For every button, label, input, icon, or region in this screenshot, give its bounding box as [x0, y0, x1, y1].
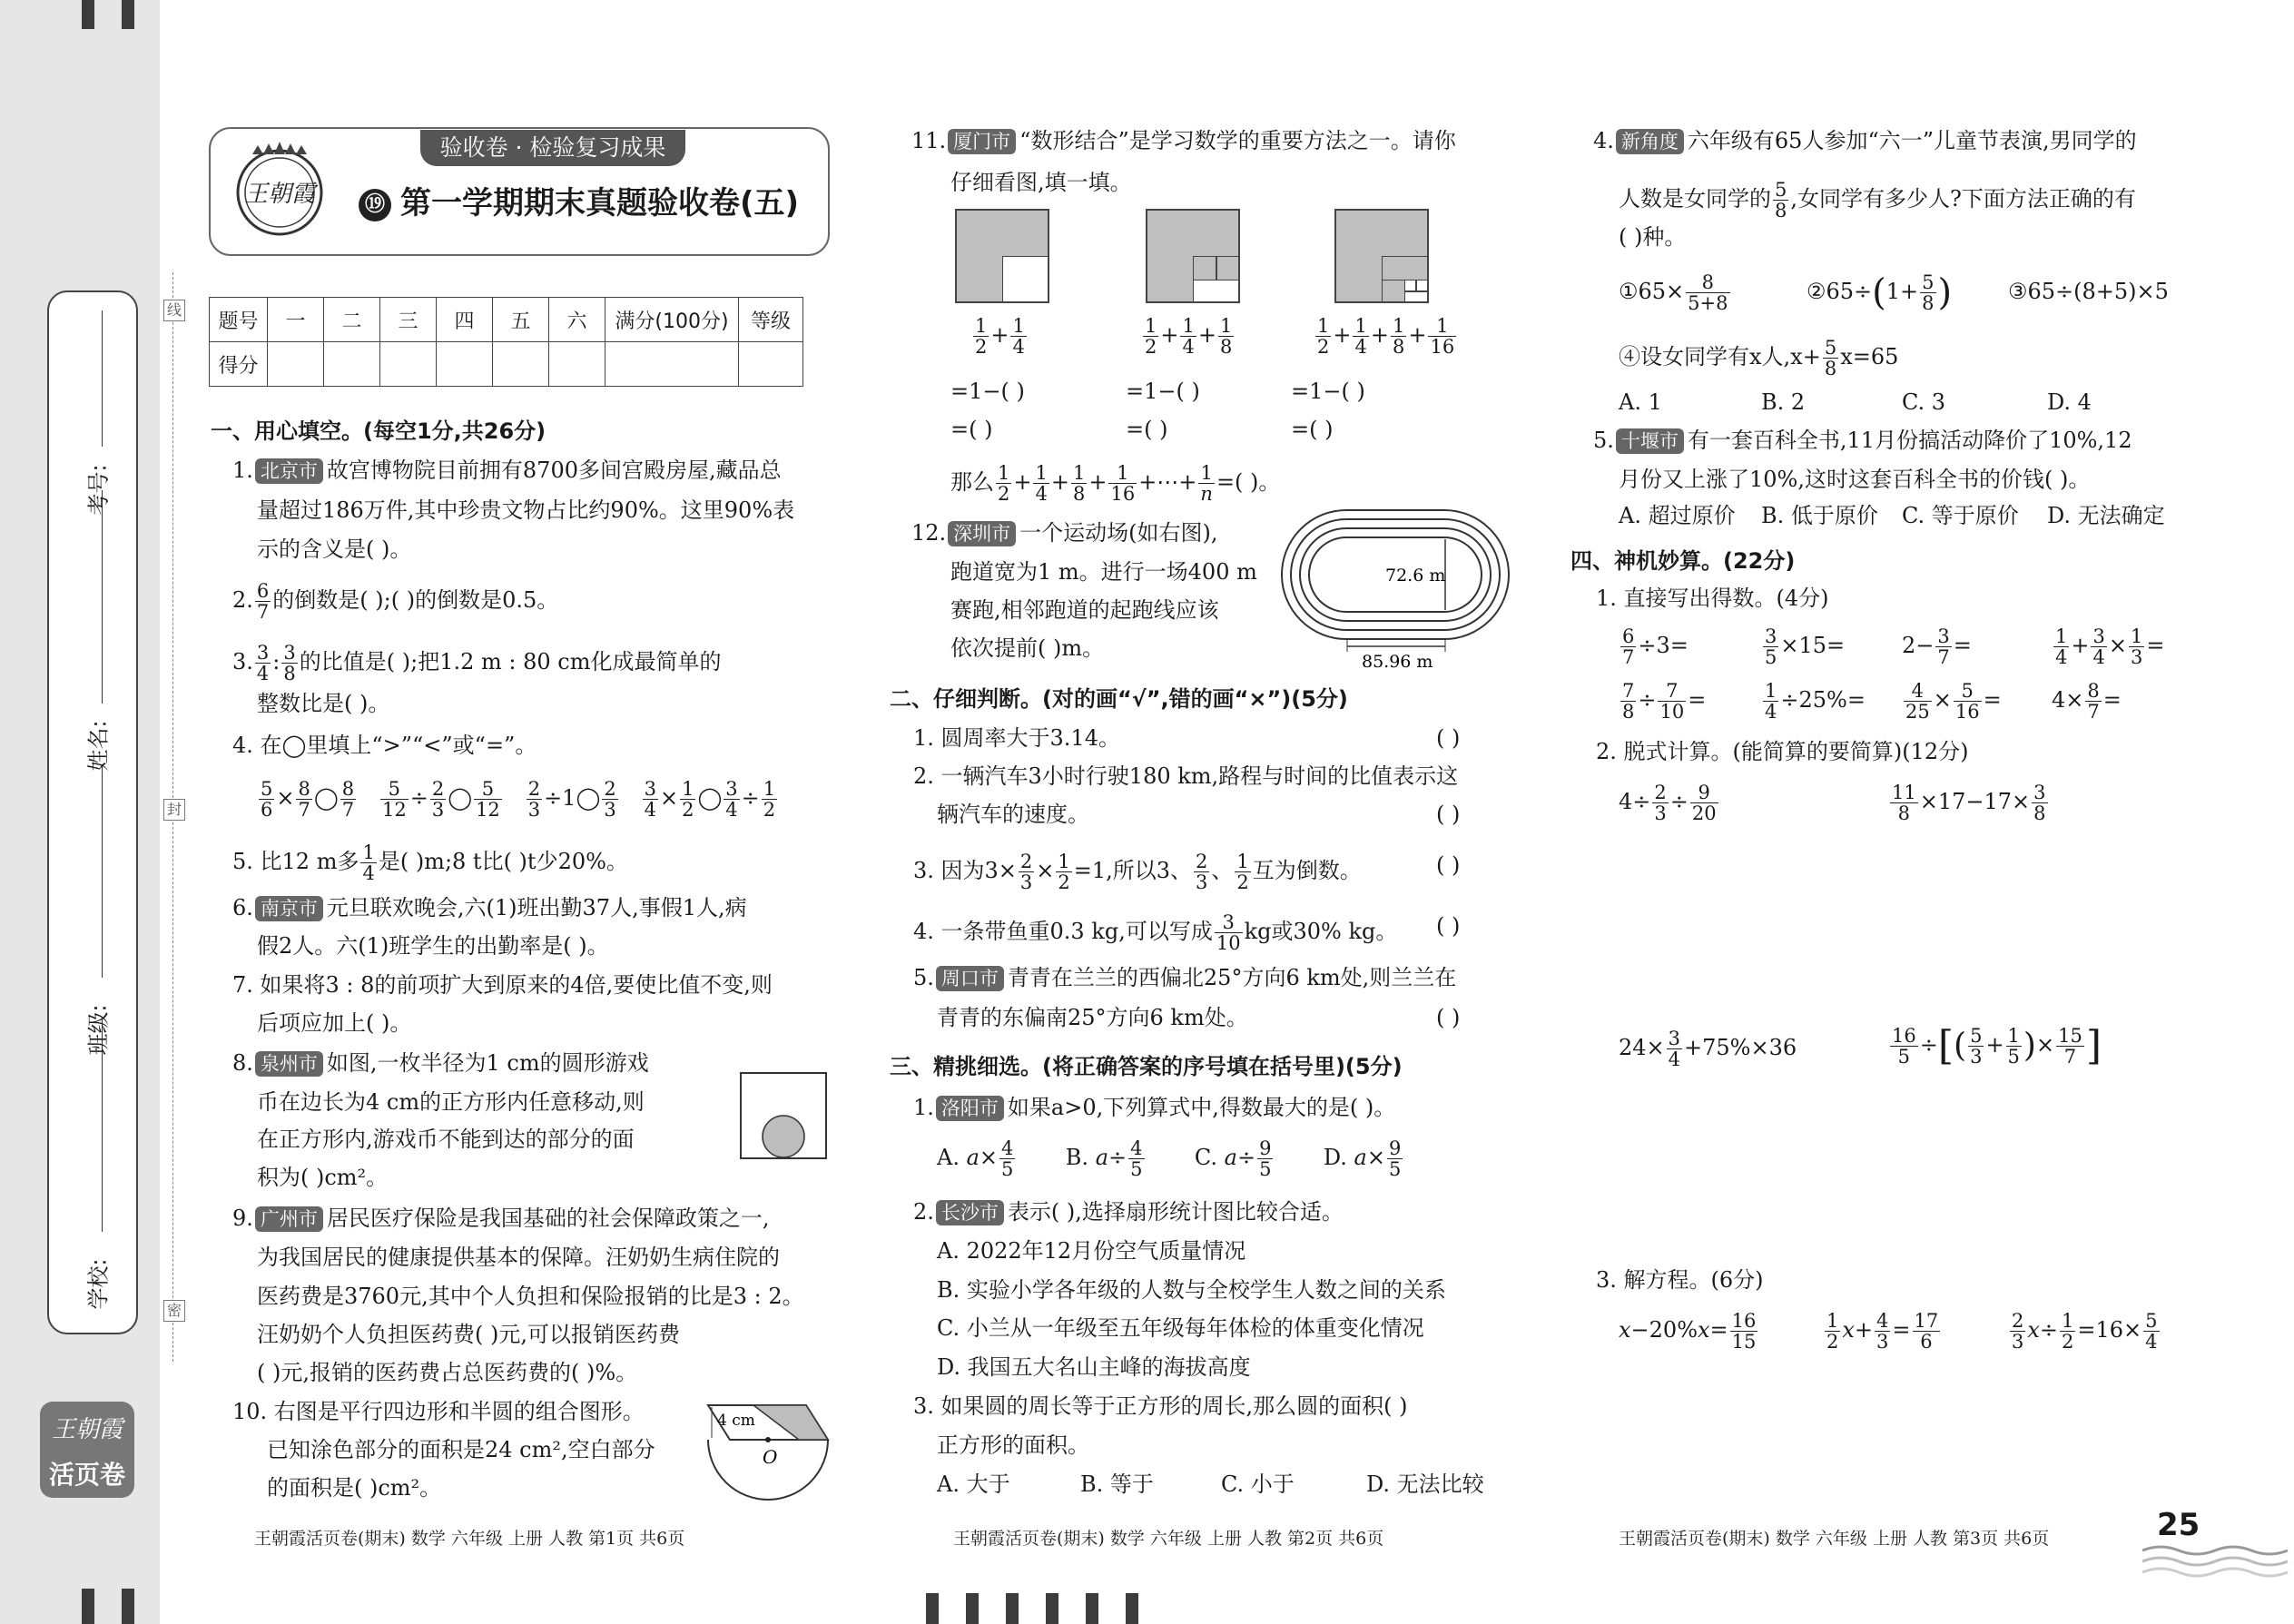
option-d[interactable]: D. a× $\frac{9}{5}$	[1323, 1137, 1402, 1180]
seal-char: 封	[163, 799, 185, 821]
registration-mark	[122, 1589, 134, 1624]
mental-calc: 4× $\frac{8}{7}$ =	[2052, 680, 2122, 723]
option-d[interactable]: D. 无法比较	[1366, 1471, 1484, 1497]
score-header: 四	[437, 298, 493, 342]
q4-comparisons: $\frac{5}{6}$ × $\frac{8}{7}$ ◯ $\frac{8}{7}$ $\frac{5}{12}$ ÷ $\frac{2}{3}$ ◯ $\frac{5}{12}$ $\frac{2}{3}$ ÷1◯ $\frac{2}{3}$ $\frac{3}{4}$ × $\frac{1}{2}$ ◯ $\frac{3}{4}$ ÷ $\frac{1}{2}$	[261, 778, 776, 821]
judge-q4-text: kg或30% kg。	[1244, 919, 1398, 944]
question-1: 1. 北京市 故宫博物院目前拥有8700多间宫殿房屋,藏品总	[232, 458, 782, 483]
compare-circle[interactable]: ◯	[448, 785, 473, 811]
judge-q3-text: =1,所以3、	[1073, 858, 1193, 883]
score-header: 等级	[739, 298, 803, 342]
score-header: 五	[493, 298, 549, 342]
class-field[interactable]	[102, 764, 103, 978]
judge-q2-line: 辆汽车的速度。	[937, 802, 1089, 827]
logo-seal-icon	[225, 138, 334, 238]
option-b[interactable]: B. a÷ $\frac{4}{5}$	[1065, 1137, 1143, 1180]
region-tag: 深圳市	[948, 521, 1016, 546]
q11-square-2	[1146, 209, 1240, 303]
registration-mark	[82, 0, 94, 29]
q12-track-figure	[1278, 507, 1512, 672]
class-label: 班级:	[85, 1004, 112, 1056]
judge-q5-text: 青青在兰兰的西偏北25°方向6 km处,则兰兰在	[1007, 965, 1457, 990]
name-field[interactable]	[102, 490, 103, 704]
q10-line: 的面积是( )cm²。	[267, 1475, 442, 1501]
choice-q1-options	[937, 1138, 1404, 1179]
mental-calc: $\frac{6}{7}$ ÷3=	[1622, 625, 1689, 668]
question-11: 11. 厦门市 “数形结合”是学习数学的重要方法之一。请你	[911, 128, 1456, 153]
q10-center-label: O	[763, 1446, 778, 1468]
section-4-title: 四、神机妙算。(22分)	[1570, 548, 1796, 574]
choice-q4: 4. 新角度 六年级有65人参加“六一”儿童节表演,男同学的	[1593, 128, 2137, 153]
question-10: 10. 右图是平行四边形和半圆的组合图形。	[232, 1399, 645, 1424]
student-info-box	[47, 290, 138, 1334]
option-b[interactable]: B. 低于原价	[1761, 503, 1878, 528]
option-c[interactable]: C. 小于	[1221, 1471, 1295, 1497]
equation: $\frac{1}{2}$ x+ $\frac{4}{3}$ = $\frac{17}{6}$	[1826, 1310, 1939, 1353]
region-tag: 新角度	[1616, 129, 1684, 154]
judge-answer[interactable]: ( )	[1436, 852, 1461, 878]
q7-line: 后项应加上( )。	[257, 1010, 412, 1036]
judge-answer[interactable]: ( )	[1436, 913, 1461, 939]
method-text: x=65	[1840, 344, 1899, 369]
judge-q4-text: 4. 一条带鱼重0.3 kg,可以写成	[913, 919, 1213, 944]
part-3-title: 3. 解方程。(6分)	[1596, 1267, 1764, 1293]
option-b[interactable]: B. 实验小学各年级的人数与全校学生人数之间的关系	[937, 1277, 1446, 1303]
q11-blank[interactable]: =1−( )	[1291, 379, 1365, 404]
brand-sub: 活页卷	[48, 1460, 125, 1490]
q11-square-3	[1334, 209, 1429, 303]
page-title	[359, 178, 799, 222]
score-header: 三	[380, 298, 437, 342]
registration-mark	[122, 0, 134, 29]
q9-line: 居民医疗保险是我国基础的社会保障政策之一,	[326, 1206, 770, 1231]
score-cell[interactable]	[605, 342, 739, 387]
region-tag: 周口市	[936, 966, 1004, 991]
option-d[interactable]: D. 我国五大名山主峰的海拔高度	[937, 1354, 1251, 1380]
question-5	[232, 842, 628, 883]
question-8: 8. 泉州市 如图,一枚半径为1 cm的圆形游戏	[232, 1050, 649, 1076]
judge-answer[interactable]: ( )	[1436, 725, 1461, 751]
method-3[interactable]: ③65÷(8+5)×5	[2008, 279, 2169, 304]
q8-line: 在正方形内,游戏币不能到达的部分的面	[257, 1127, 635, 1152]
section-1-title: 一、用心填空。(每空1分,共26分)	[211, 418, 546, 444]
score-header: 一	[268, 298, 324, 342]
choice-q1: 1. 洛阳市 如果a>0,下列算式中,得数最大的是( )。	[913, 1095, 1396, 1120]
judge-q3-text: 3. 因为3×	[913, 858, 1017, 883]
q8-line: 如图,一枚半径为1 cm的圆形游戏	[326, 1050, 649, 1076]
choice-q5-line: 月份又上涨了10%,这时这套百科全书的价钱( )。	[1619, 467, 2091, 492]
question-6: 6. 南京市 元旦联欢晚会,六(1)班出勤37人,事假1人,病	[232, 895, 747, 920]
choice-q2-text: 表示( ),选择扇形统计图比较合适。	[1007, 1199, 1344, 1225]
score-cell[interactable]	[380, 342, 437, 387]
judge-q5: 5. 周口市 青青在兰兰的西偏北25°方向6 km处,则兰兰在	[913, 965, 1457, 990]
option-b[interactable]: B. 等于	[1080, 1471, 1154, 1497]
q1-line: 示的含义是( )。	[257, 536, 412, 562]
q11-blank[interactable]: =1−( )	[950, 379, 1025, 404]
q9-line: 为我国居民的健康提供基本的保障。汪奶奶生病住院的	[257, 1245, 780, 1270]
q9-line: 医药费是3760元,其中个人负担和保险报销的比是3 : 2。	[257, 1284, 804, 1309]
option-d[interactable]: D. 无法确定	[2047, 503, 2165, 528]
q9-line: ( )元,报销的医药费占总医药费的( )%。	[257, 1360, 638, 1385]
q1-line: 故宫博物院目前拥有8700多间宫殿房屋,藏品总	[326, 458, 782, 483]
option-a[interactable]: A. a× $\frac{4}{5}$	[937, 1137, 1014, 1180]
score-table	[209, 297, 803, 387]
q6-line: 元旦联欢晚会,六(1)班出勤37人,事假1人,病	[326, 895, 747, 920]
score-cell[interactable]	[739, 342, 803, 387]
footer-page-1: 王朝霞活页卷(期末) 数学 六年级 上册 人教 第1页 共6页	[254, 1529, 685, 1549]
q3-line: 整数比是( )。	[257, 691, 390, 716]
region-tag: 北京市	[255, 458, 323, 484]
q6-line: 假2人。六(1)班学生的出勤率是( )。	[257, 933, 609, 959]
registration-mark	[82, 1589, 94, 1624]
q12-line: 一个运动场(如右图),	[1019, 520, 1218, 546]
q11-line: “数形结合”是学习数学的重要方法之一。请你	[1019, 128, 1456, 153]
q12-line: 依次提前( )m。	[950, 635, 1105, 661]
q11-conclusion: 那么 $\frac{1}{2}$ + $\frac{1}{4}$ + $\frac{1}{8}$ + $\frac{1}{16}$ +⋯+ $\frac{1}{n}$ =( )。	[950, 462, 1281, 505]
registration-mark	[1046, 1593, 1058, 1624]
method-text: ①65×	[1619, 279, 1685, 304]
option-c[interactable]: C. 小兰从一年级至五年级每年体检的体重变化情况	[937, 1315, 1424, 1341]
equation: x−20%x= $\frac{16}{15}$	[1619, 1310, 1757, 1353]
judge-answer[interactable]: ( )	[1436, 802, 1461, 827]
question-7: 7. 如果将3 : 8的前项扩大到原来的4倍,要使比值不变,则	[232, 972, 773, 998]
score-cell[interactable]	[493, 342, 549, 387]
exam-number: ⑲	[359, 189, 391, 221]
q11-expression-3: $\frac{1}{2}$ + $\frac{1}{4}$ + $\frac{1}{8}$ + $\frac{1}{16}$	[1317, 315, 1455, 358]
mental-calc: $\frac{1}{4}$ ÷25%=	[1765, 680, 1866, 723]
choice-q2: 2. 长沙市 表示( ),选择扇形统计图比较合适。	[913, 1199, 1344, 1225]
question-3: 3. $\frac{3}{4}$ : $\frac{3}{8}$ 的比值是( );把1.2 m : 80 cm化成最简单的	[232, 642, 722, 684]
name-label: 姓名:	[85, 720, 112, 772]
q11-expression-1: $\frac{1}{2}$ + $\frac{1}{4}$	[975, 315, 1025, 358]
option-a[interactable]: A. 超过原价	[1619, 503, 1736, 528]
judge-q1: 1. 圆周率大于3.14。	[913, 725, 1120, 751]
q12-line: 赛跑,相邻跑道的起跑线应该	[950, 597, 1219, 623]
q11-expression-2: $\frac{1}{2}$ + $\frac{1}{4}$ + $\frac{1}{8}$	[1145, 315, 1233, 358]
track-length-label: 85.96 m	[1362, 652, 1433, 672]
score-header: 题号	[210, 298, 268, 342]
method-2[interactable]: ②65÷(1+ $\frac{5}{8}$ )	[1807, 271, 1953, 314]
exam-no-field[interactable]	[102, 310, 103, 447]
choice-q1-text: 如果a>0,下列算式中,得数最大的是( )。	[1007, 1095, 1396, 1120]
q11-blank[interactable]: =( )	[950, 417, 993, 442]
brand-logo	[40, 1402, 134, 1498]
region-tag: 厦门市	[948, 129, 1016, 154]
fraction: $\frac{6}{7}$	[256, 580, 270, 623]
stepwise-calc: $\frac{11}{8}$ ×17−17× $\frac{3}{8}$	[1892, 782, 2046, 824]
choice-q4-line: ( )种。	[1619, 224, 1687, 250]
score-header: 二	[324, 298, 380, 342]
brand-name: 王朝霞	[51, 1416, 123, 1443]
judge-q3-text: 互为倒数。	[1252, 858, 1362, 883]
compare-circle[interactable]: ◯	[313, 785, 339, 811]
q11-tail: 那么	[950, 469, 994, 495]
part-2-title: 2. 脱式计算。(能简算的要简算)(12分)	[1596, 739, 1969, 764]
method-4[interactable]: ④设女同学有x人,x+ $\frac{5}{8}$ x=65	[1619, 337, 1899, 379]
method-text: ②65÷	[1807, 279, 1873, 304]
option-c[interactable]: C. 3	[1902, 389, 1946, 415]
fraction: $\frac{1}{4}$	[362, 842, 375, 884]
q12-line: 跑道宽为1 m。进行一场400 m	[950, 559, 1257, 585]
choice-q4-line: 人数是女同学的 $\frac{5}{8}$ ,女同学有多少人?下面方法正确的有	[1619, 179, 2136, 221]
judge-q2: 2. 一辆汽车3小时行驶180 km,路程与时间的比值表示这	[913, 763, 1459, 789]
option-d[interactable]: D. 4	[2047, 389, 2092, 415]
compare-circle[interactable]: ◯	[576, 785, 601, 811]
q10-parallelogram-semicircle-figure	[699, 1398, 835, 1516]
choice-q4-text: 人数是女同学的	[1619, 186, 1771, 212]
exam-no-label: 考号:	[85, 464, 112, 516]
score-header: 六	[549, 298, 605, 342]
q11-tail: =( )。	[1216, 469, 1281, 495]
title-text: 第一学期期末真题验收卷(五)	[400, 185, 800, 221]
region-tag: 广州市	[255, 1206, 323, 1232]
region-tag: 南京市	[255, 896, 323, 921]
part-1-title: 1. 直接写出得数。(4分)	[1596, 586, 1829, 611]
method-1[interactable]: ①65× $\frac{8}{5+8}$	[1619, 271, 1728, 314]
svg-text:王朝霞: 王朝霞	[243, 181, 316, 208]
registration-mark	[1006, 1593, 1019, 1624]
region-tag: 十堰市	[1616, 428, 1684, 454]
q10-label: 4 cm	[717, 1412, 755, 1430]
section-3-title: 三、精挑细选。(将正确答案的序号填在括号里)(5分)	[890, 1054, 1403, 1079]
q11-square-1	[955, 209, 1049, 303]
registration-mark	[926, 1593, 939, 1624]
seal-char: 密	[163, 1300, 185, 1322]
question-9: 9. 广州市 居民医疗保险是我国基础的社会保障政策之一,	[232, 1206, 770, 1231]
q10-line: 已知涂色部分的面积是24 cm²,空白部分	[267, 1437, 655, 1462]
mental-calc: $\frac{7}{8}$ ÷ $\frac{7}{10}$ =	[1622, 680, 1707, 723]
registration-mark	[966, 1593, 979, 1624]
option-c[interactable]: C. a÷ $\frac{9}{5}$	[1194, 1137, 1272, 1180]
equation: $\frac{2}{3}$ x÷ $\frac{1}{2}$ =16× $\frac{5}{4}$	[2012, 1310, 2158, 1353]
choice-q4-text: ,女同学有多少人?下面方法正确的有	[1790, 186, 2136, 212]
mental-calc: $\frac{3}{5}$ ×15=	[1765, 625, 1846, 668]
wave-decoration	[2142, 1543, 2294, 1589]
mental-calc: $\frac{1}{4}$ + $\frac{3}{4}$ × $\frac{1}{3}$ =	[2055, 625, 2165, 668]
region-tag: 泉州市	[255, 1051, 323, 1077]
judge-q3: 3. 因为3× $\frac{2}{3}$ × $\frac{1}{2}$ =1,所以3、 $\frac{2}{3}$ 、 $\frac{1}{2}$ 互为倒数。	[913, 851, 1362, 893]
option-a[interactable]: A. 大于	[937, 1471, 1010, 1497]
judge-answer[interactable]: ( )	[1436, 1005, 1461, 1030]
option-a[interactable]: A. 1	[1619, 389, 1662, 415]
choice-q5-text: 有一套百科全书,11月份搞活动降价了10%,12	[1687, 428, 2132, 453]
q2-text: 的倒数是( );( )的倒数是0.5。	[272, 587, 559, 613]
header-tab: 验收卷 · 检验复习成果	[420, 130, 685, 166]
track-width-label: 72.6 m	[1385, 566, 1446, 586]
q11-blank[interactable]: =( )	[1291, 417, 1334, 442]
q11-blank[interactable]: =1−( )	[1126, 379, 1200, 404]
choice-q3: 3. 如果圆的周长等于正方形的周长,那么圆的面积( )	[913, 1393, 1408, 1419]
registration-mark	[1086, 1593, 1098, 1624]
seal-char: 线	[163, 300, 185, 321]
option-b[interactable]: B. 2	[1761, 389, 1806, 415]
page-number: 25	[2157, 1507, 2200, 1543]
q1-line: 量超过186万件,其中珍贵文物占比约90%。这里90%表	[257, 497, 795, 523]
school-label: 学校:	[85, 1258, 112, 1310]
region-tag: 洛阳市	[936, 1096, 1004, 1121]
option-c[interactable]: C. 等于原价	[1902, 503, 2019, 528]
score-cell[interactable]	[268, 342, 324, 387]
q9-line: 汪奶奶个人负担医药费( )元,可以报销医药费	[257, 1322, 680, 1347]
score-cell[interactable]	[437, 342, 493, 387]
q11-blank[interactable]: =( )	[1126, 417, 1168, 442]
mental-calc: 2− $\frac{3}{7}$ =	[1902, 625, 1972, 668]
fraction: $\frac{3}{8}$	[283, 642, 296, 684]
question-12: 12. 深圳市 一个运动场(如右图),	[911, 520, 1218, 546]
q11-line: 仔细看图,填一填。	[950, 170, 1132, 195]
q5-text: 是( )m;8 t比( )t少20%。	[378, 849, 628, 874]
section-2-title: 二、仔细判断。(对的画“√”,错的画“×”)(5分)	[890, 686, 1348, 712]
region-tag: 长沙市	[936, 1200, 1004, 1225]
question-2: 2. $\frac{6}{7}$ 的倒数是( );( )的倒数是0.5。	[232, 580, 559, 623]
stepwise-calc: 4÷ $\frac{2}{3}$ ÷ $\frac{9}{20}$	[1619, 782, 1717, 824]
q8-square-coin-figure	[739, 1071, 828, 1160]
footer-page-3: 王朝霞活页卷(期末) 数学 六年级 上册 人教 第3页 共6页	[1619, 1529, 2050, 1549]
score-row-label: 得分	[210, 342, 268, 387]
stepwise-calc: $\frac{16}{5}$ ÷[( $\frac{5}{3}$ + $\frac{1}{5}$ )× $\frac{15}{7}$ ]	[1892, 1022, 2102, 1069]
compare-circle[interactable]: ◯	[697, 785, 723, 811]
judge-q5-line: 青青的东偏南25°方向6 km处。	[937, 1005, 1248, 1030]
choice-q4-text: 六年级有65人参加“六一”儿童节表演,男同学的	[1687, 128, 2137, 153]
mental-calc: $\frac{4}{25}$ × $\frac{5}{16}$ =	[1905, 680, 2002, 723]
score-header: 满分(100分)	[605, 298, 739, 342]
choice-q3-line: 正方形的面积。	[937, 1432, 1089, 1458]
score-cell[interactable]	[324, 342, 380, 387]
stepwise-calc: 24× $\frac{3}{4}$ +75%×36	[1619, 1028, 1797, 1070]
footer-page-2: 王朝霞活页卷(期末) 数学 六年级 上册 人教 第2页 共6页	[953, 1529, 1384, 1549]
option-a[interactable]: A. 2022年12月份空气质量情况	[937, 1238, 1246, 1264]
fraction: $\frac{3}{4}$	[256, 642, 270, 684]
judge-q4: 4. 一条带鱼重0.3 kg,可以写成 $\frac{3}{10}$ kg或30% kg。	[913, 911, 1398, 954]
q5-text: 5. 比12 m多	[232, 849, 359, 874]
score-cell[interactable]	[549, 342, 605, 387]
q3-text: 的比值是( );把1.2 m : 80 cm化成最简单的	[299, 649, 722, 674]
registration-mark	[1126, 1593, 1138, 1624]
q8-line: 积为( )cm²。	[257, 1165, 389, 1190]
q8-line: 币在边长为4 cm的正方形内任意移动,则	[257, 1089, 645, 1115]
question-4: 4. 在◯里填上“>”“<”或“=”。	[232, 733, 537, 758]
choice-q5: 5. 十堰市 有一套百科全书,11月份搞活动降价了10%,12	[1593, 428, 2132, 453]
method-text: ④设女同学有x人,x+	[1619, 344, 1821, 369]
